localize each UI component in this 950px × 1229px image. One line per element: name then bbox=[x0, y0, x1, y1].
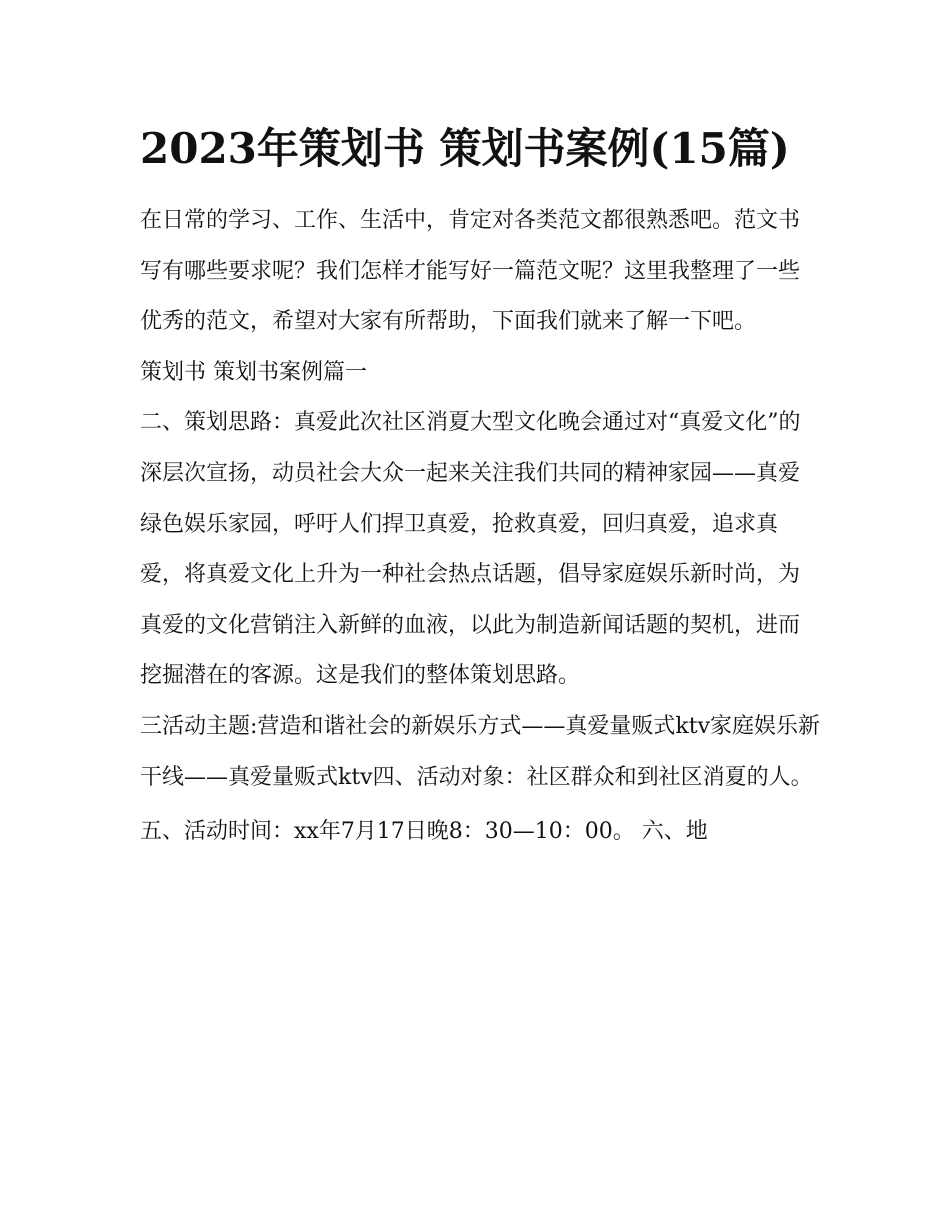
document-title: 2023年策划书 策划书案例(15篇) bbox=[140, 124, 790, 173]
planning-idea-paragraph: 二、策划思路：真爱此次社区消夏大型文化晚会通过对“真爱文化”的深层次宣扬，动员社会大众一起来关注我们共同的精神家园——真爱绿色娱乐家园，呼吁人们捍卫真爱，抢救真爱，回归真爱，追求真爱，将真爱文化上升为一种社会热点话题，倡导家庭娱乐新时尚，为真爱的文化营销注入新鲜的血液，以此为制造新闻话题的契机，进而挖掘潜在的客源。这是我们的整体策划思路。 bbox=[140, 410, 801, 689]
section-heading: 策划书 策划书案例篇一 bbox=[140, 359, 367, 385]
document-page bbox=[140, 112, 820, 858]
activity-time-paragraph: 五、活动时间：xx年7月17日晚8：30—10：00。 六、地 bbox=[140, 819, 708, 845]
activity-theme-paragraph: 三活动主题:营造和谐社会的新娱乐方式——真爱量贩式ktv家庭娱乐新干线——真爱量贩式ktv四、活动对象：社区群众和到社区消夏的人。 bbox=[140, 713, 821, 790]
intro-paragraph: 在日常的学习、工作、生活中，肯定对各类范文都很熟悉吧。范文书写有哪些要求呢？我们怎样才能写好一篇范文呢？这里我整理了一些优秀的范文，希望对大家有所帮助，下面我们就来了解一下吧。 bbox=[140, 208, 801, 335]
